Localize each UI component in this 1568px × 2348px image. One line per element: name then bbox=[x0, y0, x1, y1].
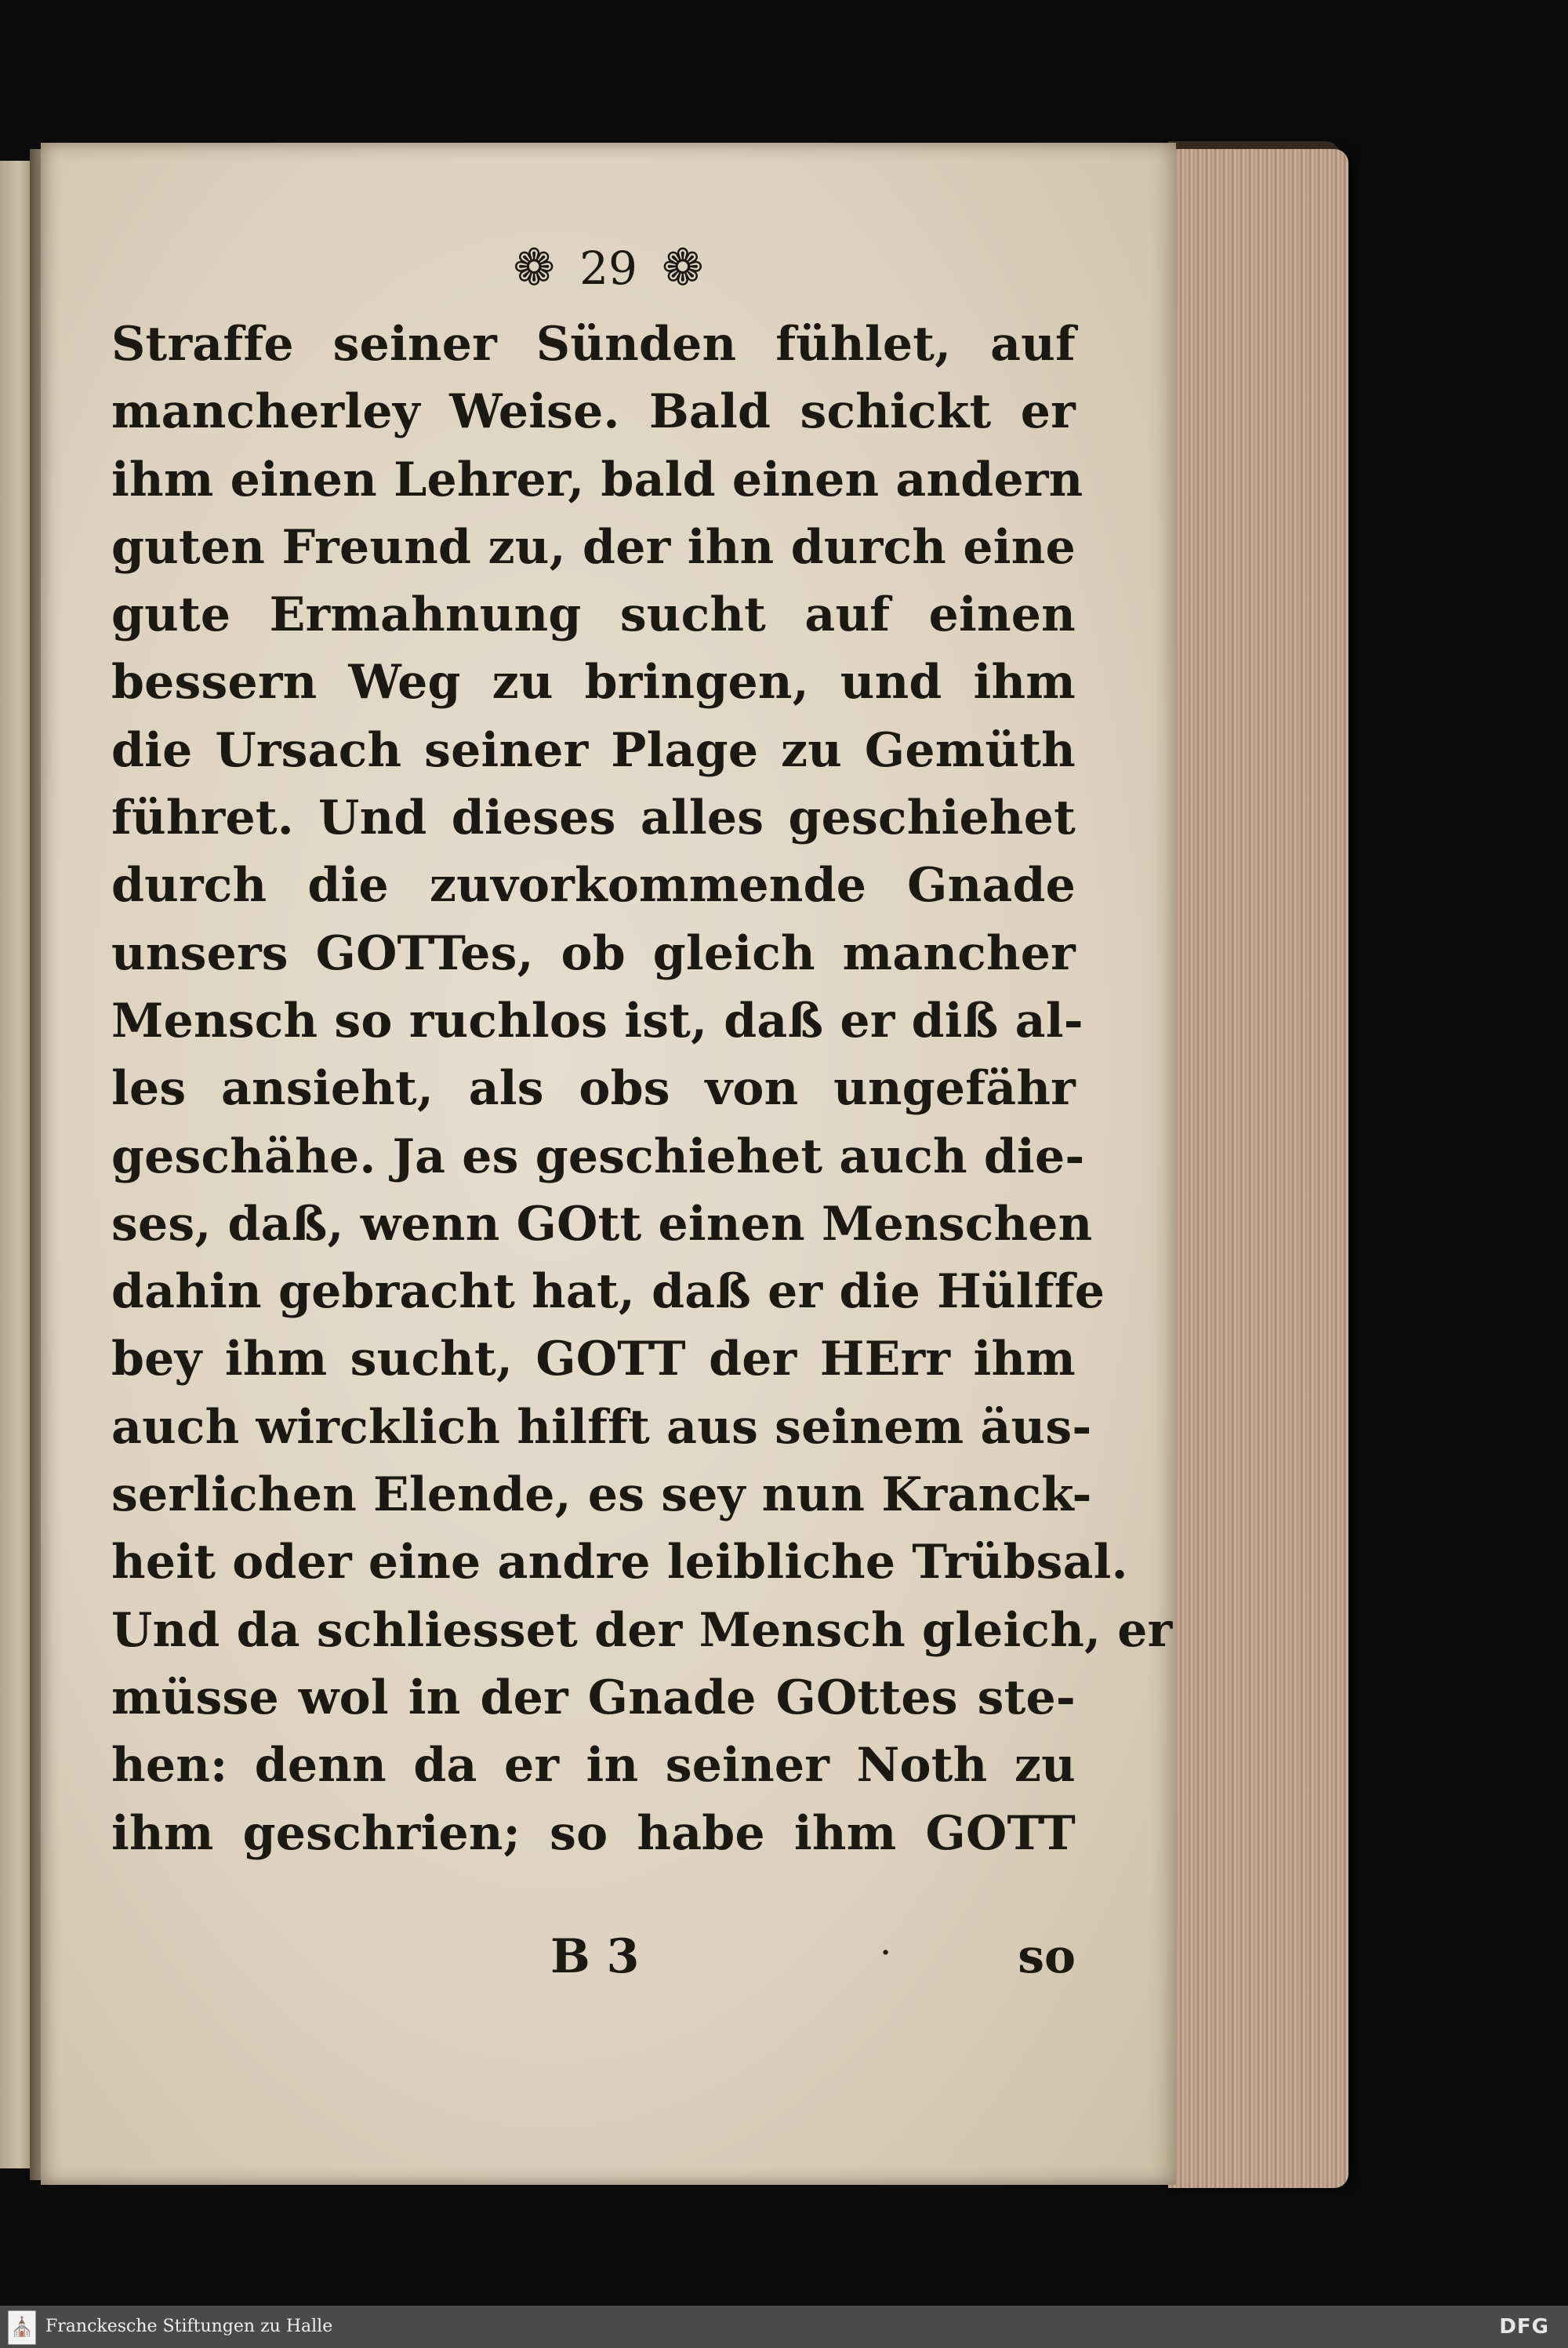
text-line: ses, daß, wenn GOtt einen Menschen bbox=[111, 1196, 1093, 1252]
text-line: heit oder eine andre leibliche Trübsal. bbox=[111, 1535, 1128, 1590]
text-line: geschähe. Ja es geschiehet auch die- bbox=[111, 1129, 1085, 1184]
text-line: auch wircklich hilfft aus seinem äus- bbox=[111, 1399, 1092, 1455]
text-line: Und da schliesset der Mensch gleich, er bbox=[111, 1602, 1173, 1658]
text-line: ihm geschrien; so habe ihm GOTT bbox=[111, 1805, 1076, 1861]
text-line: Straffe seiner Sünden fühlet, auf bbox=[111, 317, 1076, 372]
text-line: bey ihm sucht, GOTT der HErr ihm bbox=[111, 1332, 1076, 1387]
text-line: serlichen Elende, es sey nun Kranck- bbox=[111, 1467, 1092, 1523]
dfg-logo[interactable]: DFG bbox=[1499, 2315, 1549, 2339]
catchword: so bbox=[1018, 1929, 1076, 1984]
page-body-text bbox=[111, 311, 1173, 1867]
institution-name[interactable]: Franckesche Stiftungen zu Halle bbox=[45, 2317, 333, 2336]
text-line: guten Freund zu, der ihn durch eine bbox=[111, 519, 1076, 575]
text-line: dahin gebracht hat, daß er die Hülffe bbox=[111, 1264, 1105, 1320]
page-number: 29 bbox=[579, 242, 637, 295]
text-line: führet. Und dieses alles geschiehet bbox=[111, 791, 1076, 846]
text-line: unsers GOTTes, ob gleich mancher bbox=[111, 925, 1076, 981]
text-line: die Ursach seiner Plage zu Gemüth bbox=[111, 722, 1076, 778]
text-line: müsse wol in der Gnade GOttes ste- bbox=[111, 1670, 1076, 1725]
page-footer bbox=[111, 1921, 1076, 1992]
text-line: ihm einen Lehrer, bald einen andern bbox=[111, 452, 1083, 507]
text-line: mancherley Weise. Bald schickt er bbox=[111, 384, 1076, 440]
text-line: durch die zuvorkommende Gnade bbox=[111, 858, 1076, 914]
ornament-left-icon: ❁ bbox=[513, 239, 555, 297]
print-dot: · bbox=[880, 1931, 892, 1975]
text-line: gute Ermahnung sucht auf einen bbox=[111, 587, 1076, 643]
page-edges bbox=[1168, 149, 1348, 2188]
institution-logo-icon[interactable]: ⛪ bbox=[8, 2310, 36, 2345]
book-page bbox=[41, 143, 1176, 2185]
ornament-right-icon: ❁ bbox=[662, 239, 704, 297]
previous-page-edge bbox=[0, 161, 33, 2168]
viewer-footer-bar bbox=[0, 2306, 1568, 2348]
text-line: hen: denn da er in seiner Noth zu bbox=[111, 1738, 1076, 1794]
text-line: les ansieht, als obs von ungefähr bbox=[111, 1061, 1076, 1117]
text-line: Mensch so ruchlos ist, daß er diß al- bbox=[111, 993, 1083, 1049]
page-header bbox=[41, 229, 1176, 307]
signature-mark: B 3 bbox=[550, 1929, 640, 1984]
text-line: bessern Weg zu bringen, und ihm bbox=[111, 655, 1076, 711]
